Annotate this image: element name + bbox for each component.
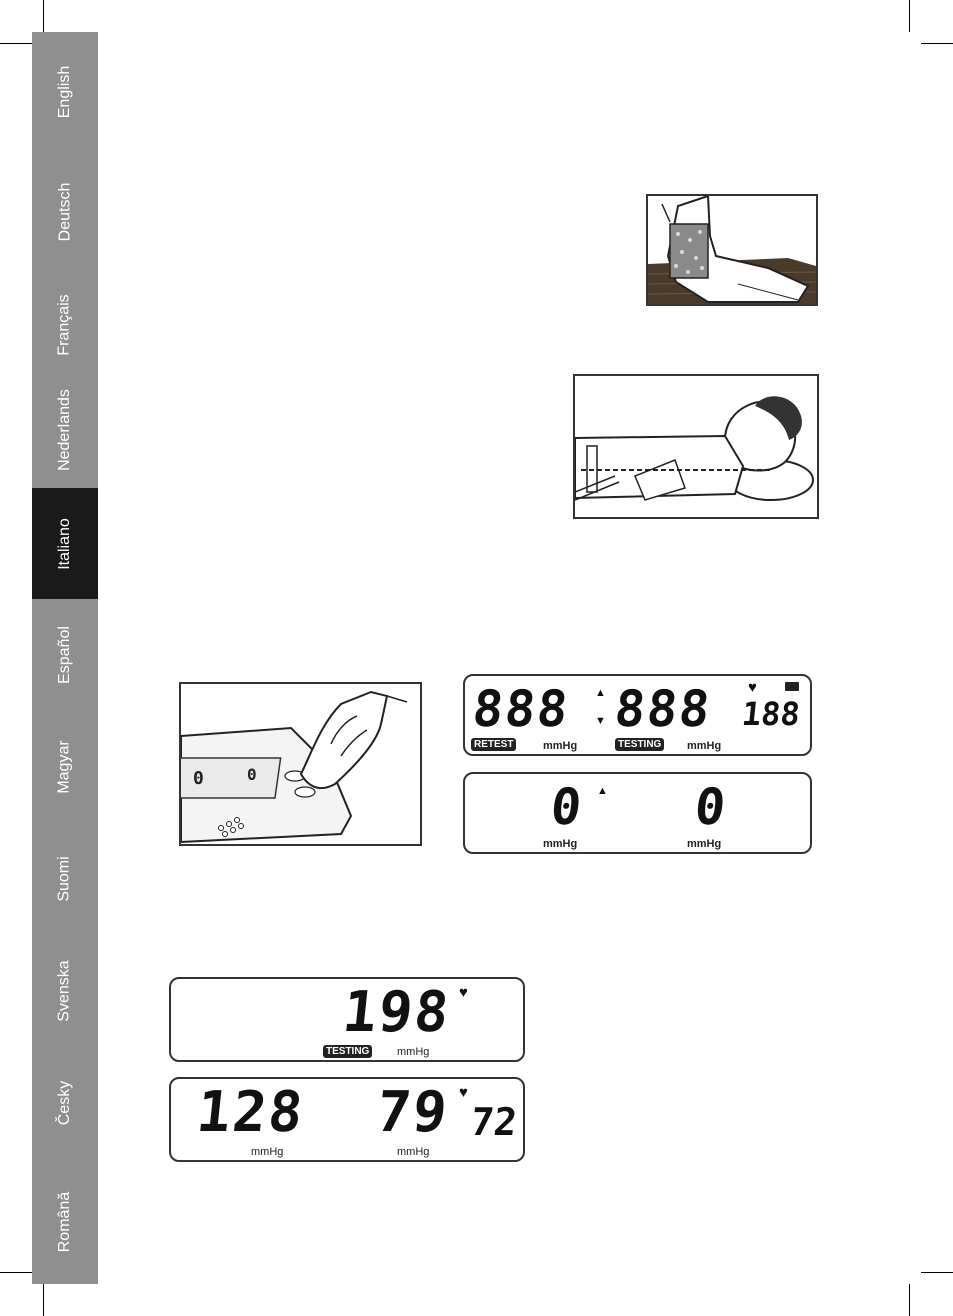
crop-mark — [0, 43, 32, 44]
heart-icon: ♥ — [459, 1084, 468, 1101]
unit-label: mmHg — [543, 740, 578, 752]
cuff-on-arm-illustration — [646, 194, 818, 306]
battery-icon — [785, 682, 799, 691]
lcd-diastolic-digits: 79 — [373, 1080, 452, 1145]
tab-label: Magyar — [55, 740, 73, 794]
tab-label: Svenska — [56, 960, 73, 1022]
unit-label: mmHg — [687, 838, 722, 850]
lcd-pressure-digits: 198 — [339, 980, 454, 1045]
language-sidebar — [32, 32, 98, 1284]
tab-magyar[interactable] — [32, 711, 98, 823]
cuff-on-arm-drawing — [648, 196, 816, 304]
tab-label: Italiano — [56, 517, 73, 570]
unit-label: mmHg — [397, 1146, 430, 1158]
tab-romana[interactable] — [32, 1159, 98, 1284]
crop-mark — [43, 1284, 44, 1316]
unit-label: mmHg — [687, 740, 722, 752]
tab-italiano[interactable] — [32, 488, 98, 599]
crop-mark — [0, 1272, 32, 1273]
lcd-diastolic-digits: 888 — [611, 680, 715, 738]
heart-icon: ♥ — [459, 984, 468, 1001]
heart-icon: ♥ — [748, 679, 757, 696]
crop-mark — [909, 0, 910, 32]
lying-position-drawing — [575, 376, 817, 517]
unit-label: mmHg — [397, 1046, 430, 1058]
testing-badge: TESTING — [323, 1045, 372, 1058]
crop-mark — [921, 1272, 953, 1273]
lcd-testing-display — [169, 977, 525, 1062]
unit-label: mmHg — [251, 1146, 284, 1158]
down-arrow-icon: ▼ — [595, 715, 606, 727]
tab-label: Česky — [55, 1080, 73, 1126]
tab-nederlands[interactable] — [32, 372, 98, 488]
tab-label: Nederlands — [56, 389, 74, 471]
lcd-systolic-digits: 888 — [469, 680, 573, 738]
tab-cesky[interactable] — [32, 1047, 98, 1159]
press-button-drawing — [181, 684, 420, 844]
tab-label: Deutsch — [55, 182, 73, 242]
device-diastolic: 0 — [247, 765, 257, 784]
press-start-button-illustration — [179, 682, 422, 846]
tab-svenska[interactable] — [32, 935, 98, 1047]
tab-suomi[interactable] — [32, 823, 98, 935]
lcd-diastolic-digits: 0 — [691, 778, 731, 836]
lcd-pulse-digits: 72 — [468, 1100, 520, 1144]
lcd-full-segment-test — [463, 674, 812, 756]
lcd-systolic-digits: 0 — [547, 778, 587, 836]
tab-deutsch[interactable] — [32, 152, 98, 272]
up-arrow-icon: ▲ — [595, 687, 606, 699]
tab-label: Suomi — [55, 856, 73, 902]
lying-position-illustration — [573, 374, 819, 519]
lcd-systolic-digits: 128 — [193, 1080, 308, 1145]
tab-english[interactable] — [32, 32, 98, 152]
retest-badge: RETEST — [471, 738, 516, 751]
crop-mark — [909, 1284, 910, 1316]
crop-mark — [921, 43, 953, 44]
testing-badge: TESTING — [615, 738, 664, 751]
tab-francais[interactable] — [32, 265, 98, 385]
tab-label: English — [55, 65, 73, 119]
lcd-result-display — [169, 1077, 525, 1162]
lcd-pulse-digits: 188 — [740, 695, 802, 733]
tab-label: Română — [55, 1191, 73, 1252]
crop-mark — [43, 0, 44, 32]
tab-label: Français — [55, 294, 73, 356]
unit-label: mmHg — [543, 838, 578, 850]
lcd-zero-display — [463, 772, 812, 854]
device-systolic: 0 — [193, 768, 204, 789]
tab-label: Español — [55, 626, 73, 684]
tab-espanol[interactable] — [32, 599, 98, 711]
up-arrow-icon: ▲ — [597, 785, 608, 797]
